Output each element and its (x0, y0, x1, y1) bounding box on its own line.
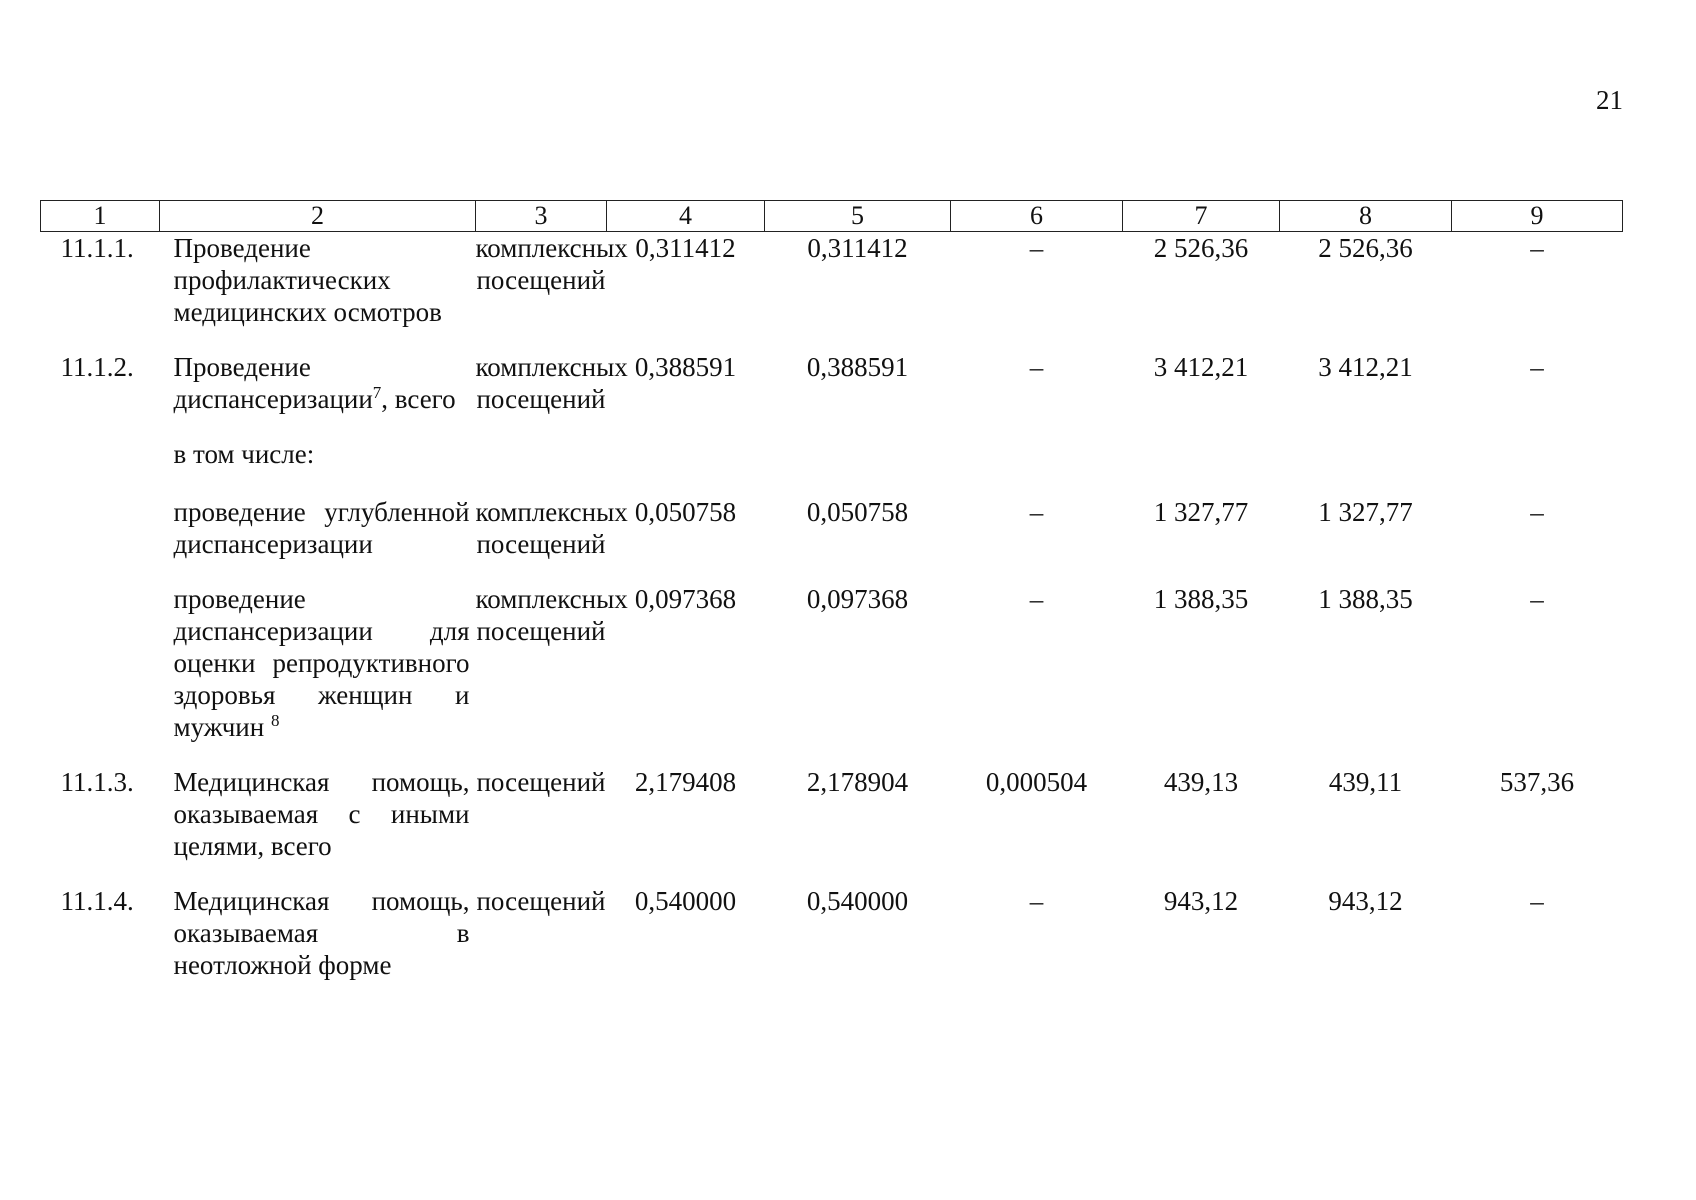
row-col-9: 537,36 (1499, 767, 1575, 797)
row-number: 11.1.3. (60, 767, 134, 797)
footnote-ref: 7 (372, 383, 382, 402)
data-table (40, 200, 1623, 1004)
row-col-4: 0,097368 (634, 584, 737, 614)
row-col-7: 439,13 (1163, 767, 1239, 797)
subheading-spacer (41, 438, 160, 496)
table-row (41, 583, 1623, 766)
row-col-6: – (1029, 886, 1044, 916)
row-col-8: 439,11 (1328, 767, 1403, 797)
row-name (160, 496, 476, 583)
header-col-3: 3 (476, 201, 607, 232)
header-col-9: 9 (1452, 201, 1623, 232)
row-col-5: 0,540000 (806, 886, 909, 916)
row-unit: комплексных посещений (475, 497, 628, 559)
row-col-6: – (1029, 584, 1044, 614)
footnote-ref: 8 (270, 711, 280, 730)
row-col-7: 1 327,77 (1153, 497, 1249, 527)
row-name-tail: , всего (381, 384, 456, 414)
header-col-2: 2 (160, 201, 476, 232)
row-col-8: 943,12 (1328, 886, 1403, 916)
row-col-6: – (1029, 233, 1044, 263)
table-row (41, 232, 1623, 352)
row-name (160, 885, 476, 1004)
row-col-8: 2 526,36 (1318, 233, 1413, 263)
row-name-text: Медицинская помощь, оказываемая в неотложной форме (173, 886, 470, 980)
row-unit: посещений (476, 886, 606, 916)
row-number: 11.1.4. (60, 886, 134, 916)
row-col-5: 2,178904 (806, 767, 909, 797)
row-col-7: 3 412,21 (1153, 352, 1249, 382)
row-col-5: 0,097368 (806, 584, 909, 614)
row-col-7: 2 526,36 (1153, 233, 1249, 263)
page-number: 21 (1596, 85, 1623, 115)
row-name-text: Медицинская помощь, оказываемая с иными целями, всего (173, 767, 470, 861)
row-col-4: 0,050758 (634, 497, 737, 527)
row-col-6: – (1029, 497, 1044, 527)
row-col-4: 0,388591 (634, 352, 737, 382)
header-col-7: 7 (1123, 201, 1280, 232)
row-number: 11.1.2. (60, 352, 134, 382)
row-name (160, 583, 476, 766)
row-name (160, 351, 476, 438)
table-row (41, 351, 1623, 438)
row-col-4: 2,179408 (634, 767, 737, 797)
row-col-7: 943,12 (1163, 886, 1239, 916)
row-name-text: проведение диспансеризации для оценки репродуктивного здоровья женщин и мужчин (173, 584, 470, 742)
row-col-4: 0,540000 (634, 886, 737, 916)
row-col-8: 1 327,77 (1318, 497, 1413, 527)
subheading-text: в том числе: (173, 439, 315, 469)
table-header-row (41, 201, 1623, 232)
row-name-text: Проведение профилактических медицинских осмотров (173, 233, 442, 327)
row-name-text: проведение углубленной диспансеризации (173, 497, 470, 559)
table-header (41, 201, 1623, 232)
header-col-6: 6 (951, 201, 1123, 232)
table-row (41, 496, 1623, 583)
row-number (41, 496, 160, 583)
row-col-6: – (1029, 352, 1044, 382)
header-col-4: 4 (607, 201, 765, 232)
row-unit: комплексных посещений (475, 233, 628, 295)
row-col-9: – (1530, 233, 1544, 263)
row-col-9: – (1530, 584, 1544, 614)
header-col-5: 5 (765, 201, 951, 232)
row-col-6: 0,000504 (985, 767, 1088, 797)
row-col-5: 0,311412 (807, 233, 908, 263)
row-unit: комплексных посещений (475, 584, 628, 646)
row-col-8: 1 388,35 (1318, 584, 1413, 614)
table-row (41, 766, 1623, 885)
row-col-9: – (1530, 886, 1544, 916)
table-body (41, 232, 1623, 1005)
row-col-7: 1 388,35 (1153, 584, 1249, 614)
row-col-9: – (1530, 352, 1544, 382)
header-col-8: 8 (1280, 201, 1452, 232)
row-unit: посещений (476, 767, 606, 797)
row-col-8: 3 412,21 (1318, 352, 1413, 382)
header-col-1: 1 (41, 201, 160, 232)
row-col-9: – (1530, 497, 1544, 527)
row-number: 11.1.1. (60, 233, 134, 263)
row-number (41, 583, 160, 766)
table-subheading-row (41, 438, 1623, 496)
row-col-5: 0,388591 (806, 352, 909, 382)
row-unit: комплексных посещений (475, 352, 628, 414)
table-row (41, 885, 1623, 1004)
row-col-4: 0,311412 (635, 233, 736, 263)
row-name-text: Проведение диспансеризации (173, 352, 373, 414)
row-name (160, 766, 476, 885)
row-name (160, 232, 476, 352)
row-col-5: 0,050758 (806, 497, 909, 527)
